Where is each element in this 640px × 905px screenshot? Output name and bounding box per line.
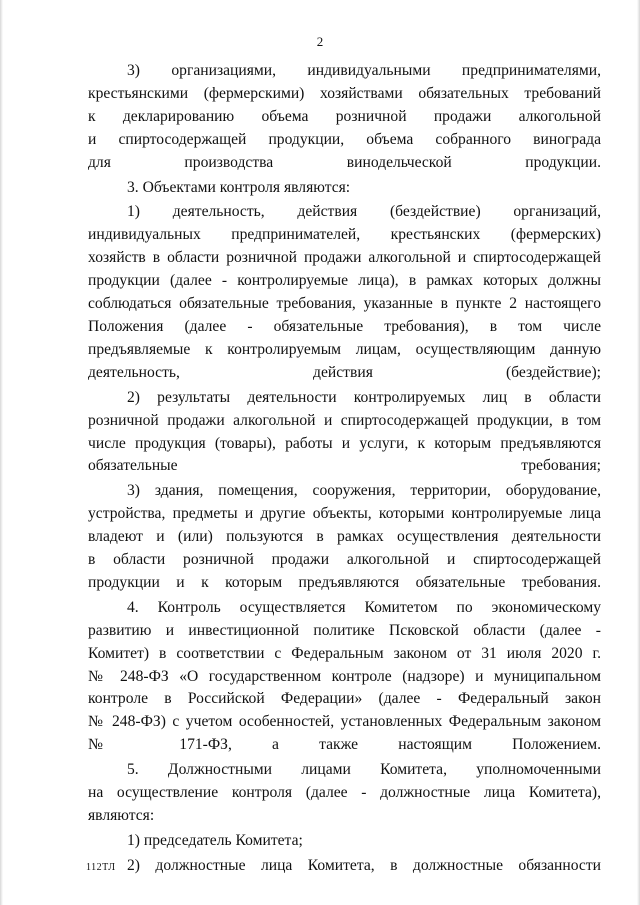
text-line: деятельность, действия (бездействие); [88, 363, 601, 381]
paragraph-item-1-activity [88, 201, 601, 384]
document-footer-code: 112ТЛ [86, 862, 116, 873]
section-3-heading [88, 177, 601, 200]
text-line: 3. Объектами контроля являются: [127, 178, 351, 196]
text-line: 3) здания, помещения, сооружения, территории, оборудование, [127, 482, 601, 500]
section-4-paragraph [88, 597, 601, 757]
document-body [88, 60, 601, 878]
text-line: числе продукция (товары), работы и услуги, к которым предъявляются [88, 434, 601, 452]
text-line: № 171-ФЗ, а также настоящим Положением. [88, 736, 601, 754]
text-line: продукции и к которым предъявляются обязательные требования. [88, 573, 601, 591]
text-line: индивидуальных предпринимателей, крестьянских (фермерских) [88, 226, 601, 244]
text-line: № 248-ФЗ «О государственном контроле (надзоре) и муниципальном [88, 667, 601, 685]
text-line: продукции (далее - контролируемые лица), в рамках которых должны [88, 272, 601, 290]
text-line: № 248-ФЗ) с учетом особенностей, установленных Федеральным законом [88, 713, 601, 731]
text-line: 1) председатель Комитета; [127, 831, 303, 849]
section-5-paragraph [88, 759, 601, 828]
page-left-edge [0, 0, 3, 905]
text-line: 5. Должностными лицами Комитета, уполномоченными [127, 761, 601, 779]
text-line: развитию и инвестиционной политике Псковской области (далее - [88, 621, 601, 639]
text-line: владеют и (или) пользуются в рамках осуществления деятельности [88, 528, 601, 546]
text-line: обязательные требования; [88, 457, 601, 475]
text-line: предъявляемые к контролируемым лицам, осуществляющим данную [88, 340, 601, 358]
text-line: 1) деятельность, действия (бездействие) организаций, [127, 203, 601, 221]
text-line: на осуществление контроля (далее - должностные лица Комитета), [88, 784, 601, 802]
text-line: и спиртосодержащей продукции, объема собранного винограда [88, 130, 601, 148]
text-line: 3) организациями, индивидуальными предпринимателями, [127, 62, 601, 79]
text-line: соблюдаться обязательные требования, указанные в пункте 2 настоящего [88, 295, 601, 313]
text-line: для производства винодельческой продукции. [88, 153, 601, 171]
paragraph-item-3-organizations [88, 60, 601, 175]
text-line: к декларированию объема розничной продажи алкогольной [88, 107, 601, 125]
text-line: крестьянскими (фермерскими) хозяйствами обязательных требований [88, 84, 601, 102]
paragraph-item-2-results [88, 387, 601, 479]
text-line: в области розничной продажи алкогольной и спиртосодержащей [88, 551, 601, 569]
text-line: 4. Контроль осуществляется Комитетом по экономическому [127, 598, 601, 616]
text-line: Комитет) в соответствии с Федеральным законом от 31 июля 2020 г. [88, 644, 601, 662]
text-line: контроле в Российской Федерации» (далее - Федеральный закон [88, 690, 601, 708]
text-line: розничной продажи алкогольной и спиртосодержащей продукции, в том [88, 411, 601, 429]
paragraph-item-2-officials [88, 855, 601, 878]
paragraph-item-1-chairman [88, 830, 601, 853]
text-line: Положения (далее - обязательные требования), в том числе [88, 317, 601, 335]
text-line: 2) должностные лица Комитета, в должностные обязанности [127, 856, 601, 874]
text-line: устройства, предметы и другие объекты, которыми контролируемые лица [88, 505, 601, 523]
text-line: хозяйств в области розничной продажи алкогольной и спиртосодержащей [88, 249, 601, 267]
page-number: 2 [316, 34, 324, 49]
text-line: являются: [88, 807, 155, 824]
paragraph-item-3-buildings [88, 480, 601, 595]
text-line: 2) результаты деятельности контролируемых лиц в области [127, 388, 601, 406]
